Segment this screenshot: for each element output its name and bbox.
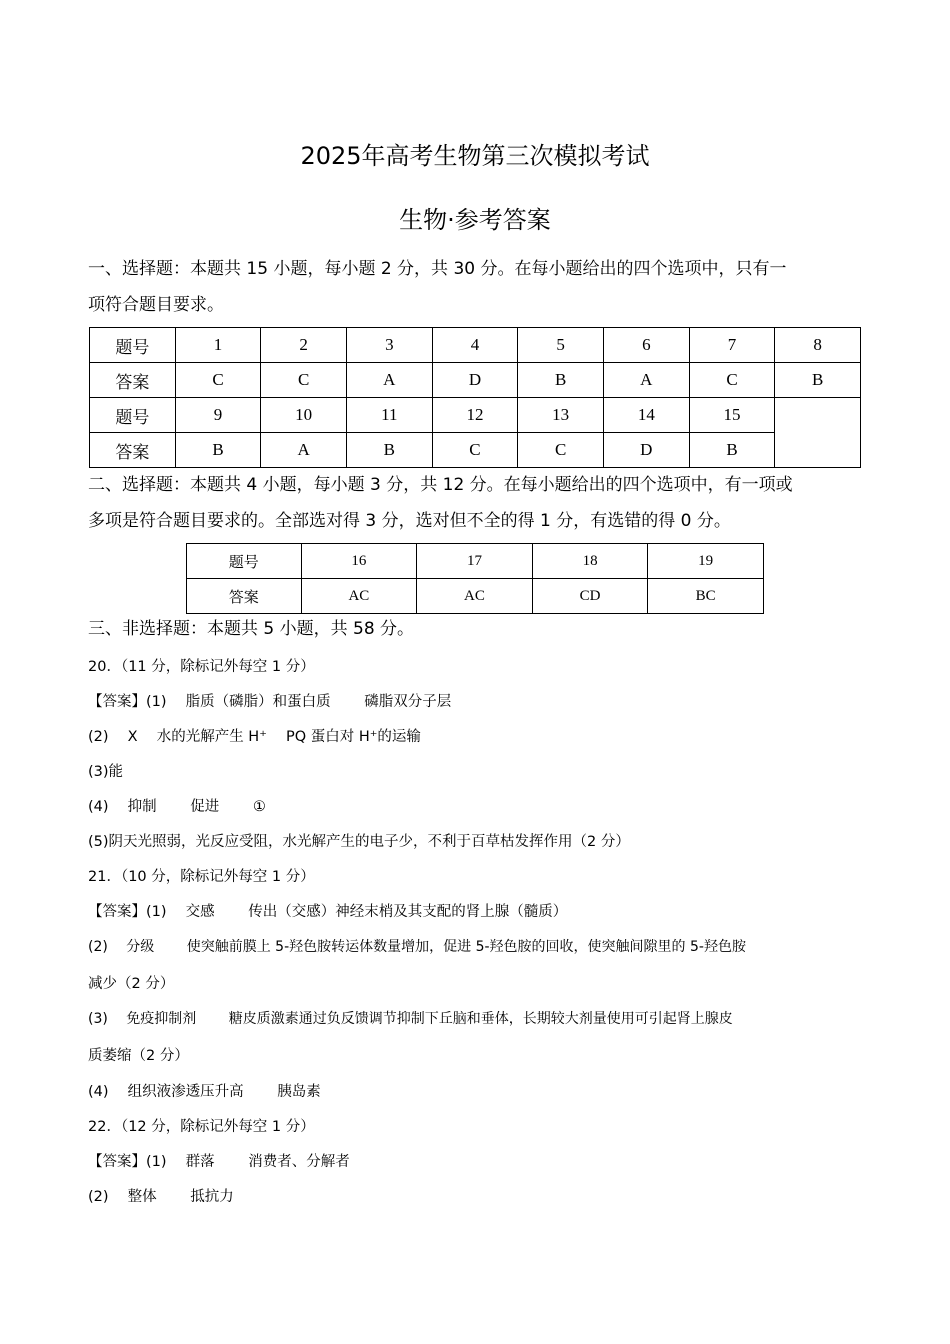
table-cell: 2 [261, 328, 347, 363]
section2-line2: 多项是符合题目要求的。全部选对得 3 分，选对但不全的得 1 分，有选错的得 0 分。 [88, 511, 731, 531]
answer-line: (5)阴天光照弱，光反应受阻，水光解产生的电子少，不利于百草枯发挥作用（2 分） [88, 834, 630, 850]
table-cell: C [432, 433, 518, 468]
exam-title: 2025年高考生物第三次模拟考试 [300, 142, 650, 170]
header-cell: 题号 [90, 328, 176, 363]
answer-line: 20．（11 分，除标记外每空 1 分） [88, 659, 315, 675]
header-cell: 题号 [90, 398, 176, 433]
table-cell: 16 [301, 544, 417, 579]
table-cell: D [603, 433, 689, 468]
table-cell: C [689, 363, 775, 398]
header-cell: 答案 [90, 433, 176, 468]
table-cell: C [175, 363, 261, 398]
header-cell: 答案 [90, 363, 176, 398]
answer-line: 21．（10 分，除标记外每空 1 分） [88, 869, 315, 885]
table-cell: 13 [518, 398, 604, 433]
table-cell: 17 [417, 544, 533, 579]
table-cell: A [603, 363, 689, 398]
table-cell: 10 [261, 398, 347, 433]
table-cell: AC [417, 579, 533, 614]
answer-line: 减少（2 分） [88, 976, 175, 992]
section1-line1: 一、选择题：本题共 15 小题，每小题 2 分，共 30 分。在每小题给出的四个选项中，只有一 [88, 259, 787, 279]
answer-line: 22．（12 分，除标记外每空 1 分） [88, 1119, 315, 1135]
table-cell: B [346, 433, 432, 468]
table-cell: 5 [518, 328, 604, 363]
answer-line: 质萎缩（2 分） [88, 1048, 189, 1064]
table-row [90, 328, 861, 363]
table-cell: 15 [689, 398, 775, 433]
answer-line: 【答案】(1) 脂质（磷脂）和蛋白质 磷脂双分子层 [88, 694, 452, 710]
empty-cell [775, 398, 861, 468]
table-cell: 9 [175, 398, 261, 433]
table-row [187, 544, 764, 579]
table-cell: 11 [346, 398, 432, 433]
table-cell: AC [301, 579, 417, 614]
table-cell: B [775, 363, 861, 398]
answer-line: (4) 组织液渗透压升高 胰岛素 [88, 1084, 321, 1100]
table-cell: C [518, 433, 604, 468]
table-cell: B [518, 363, 604, 398]
table-cell: 14 [603, 398, 689, 433]
answer-line: (3)能 [88, 764, 124, 780]
table-cell: A [261, 433, 347, 468]
answer-line: (2) 分级 使突触前膜上 5-羟色胺转运体数量增加，促进 5-羟色胺的回收，使突触间隙里的 5-羟色胺 [88, 939, 746, 955]
table-cell: BC [648, 579, 764, 614]
section1-line2: 项符合题目要求。 [88, 295, 224, 315]
answer-table-2 [186, 543, 764, 614]
answer-table-1 [89, 327, 861, 468]
answer-line: (3) 免疫抑制剂 糖皮质激素通过负反馈调节抑制下丘脑和垂体，长期较大剂量使用可引起肾上腺皮 [88, 1011, 733, 1027]
table-row [90, 363, 861, 398]
answer-line: 【答案】(1) 交感 传出（交感）神经末梢及其支配的肾上腺（髓质） [88, 904, 568, 920]
table-cell: 7 [689, 328, 775, 363]
exam-subtitle: 生物·参考答案 [399, 206, 551, 234]
section2-heading [88, 467, 868, 539]
table-cell: 6 [603, 328, 689, 363]
section1-heading [88, 251, 868, 323]
table-cell: A [346, 363, 432, 398]
section3-heading: 三、非选择题：本题共 5 小题，共 58 分。 [88, 619, 415, 639]
table-row [90, 433, 861, 468]
answer-line: (2) X 水的光解产生 H⁺ PQ 蛋白对 H⁺的运输 [88, 729, 421, 745]
table-cell: 19 [648, 544, 764, 579]
answer-line: (4) 抑制 促进 ① [88, 799, 266, 815]
table-cell: 12 [432, 398, 518, 433]
table-cell: 3 [346, 328, 432, 363]
table-cell: D [432, 363, 518, 398]
table-row [90, 398, 861, 433]
header-cell: 题号 [187, 544, 302, 579]
table-cell: 18 [532, 544, 648, 579]
table-cell: 8 [775, 328, 861, 363]
table-cell: 1 [175, 328, 261, 363]
section2-line1: 二、选择题：本题共 4 小题，每小题 3 分，共 12 分。在每小题给出的四个选项中，有一项或 [88, 475, 793, 495]
answer-line: (2) 整体 抵抗力 [88, 1189, 234, 1205]
table-cell: B [175, 433, 261, 468]
header-cell: 答案 [187, 579, 302, 614]
table-cell: 4 [432, 328, 518, 363]
answer-line: 【答案】(1) 群落 消费者、分解者 [88, 1154, 350, 1170]
table-cell: CD [532, 579, 648, 614]
table-cell: B [689, 433, 775, 468]
table-cell: C [261, 363, 347, 398]
table-row [187, 579, 764, 614]
